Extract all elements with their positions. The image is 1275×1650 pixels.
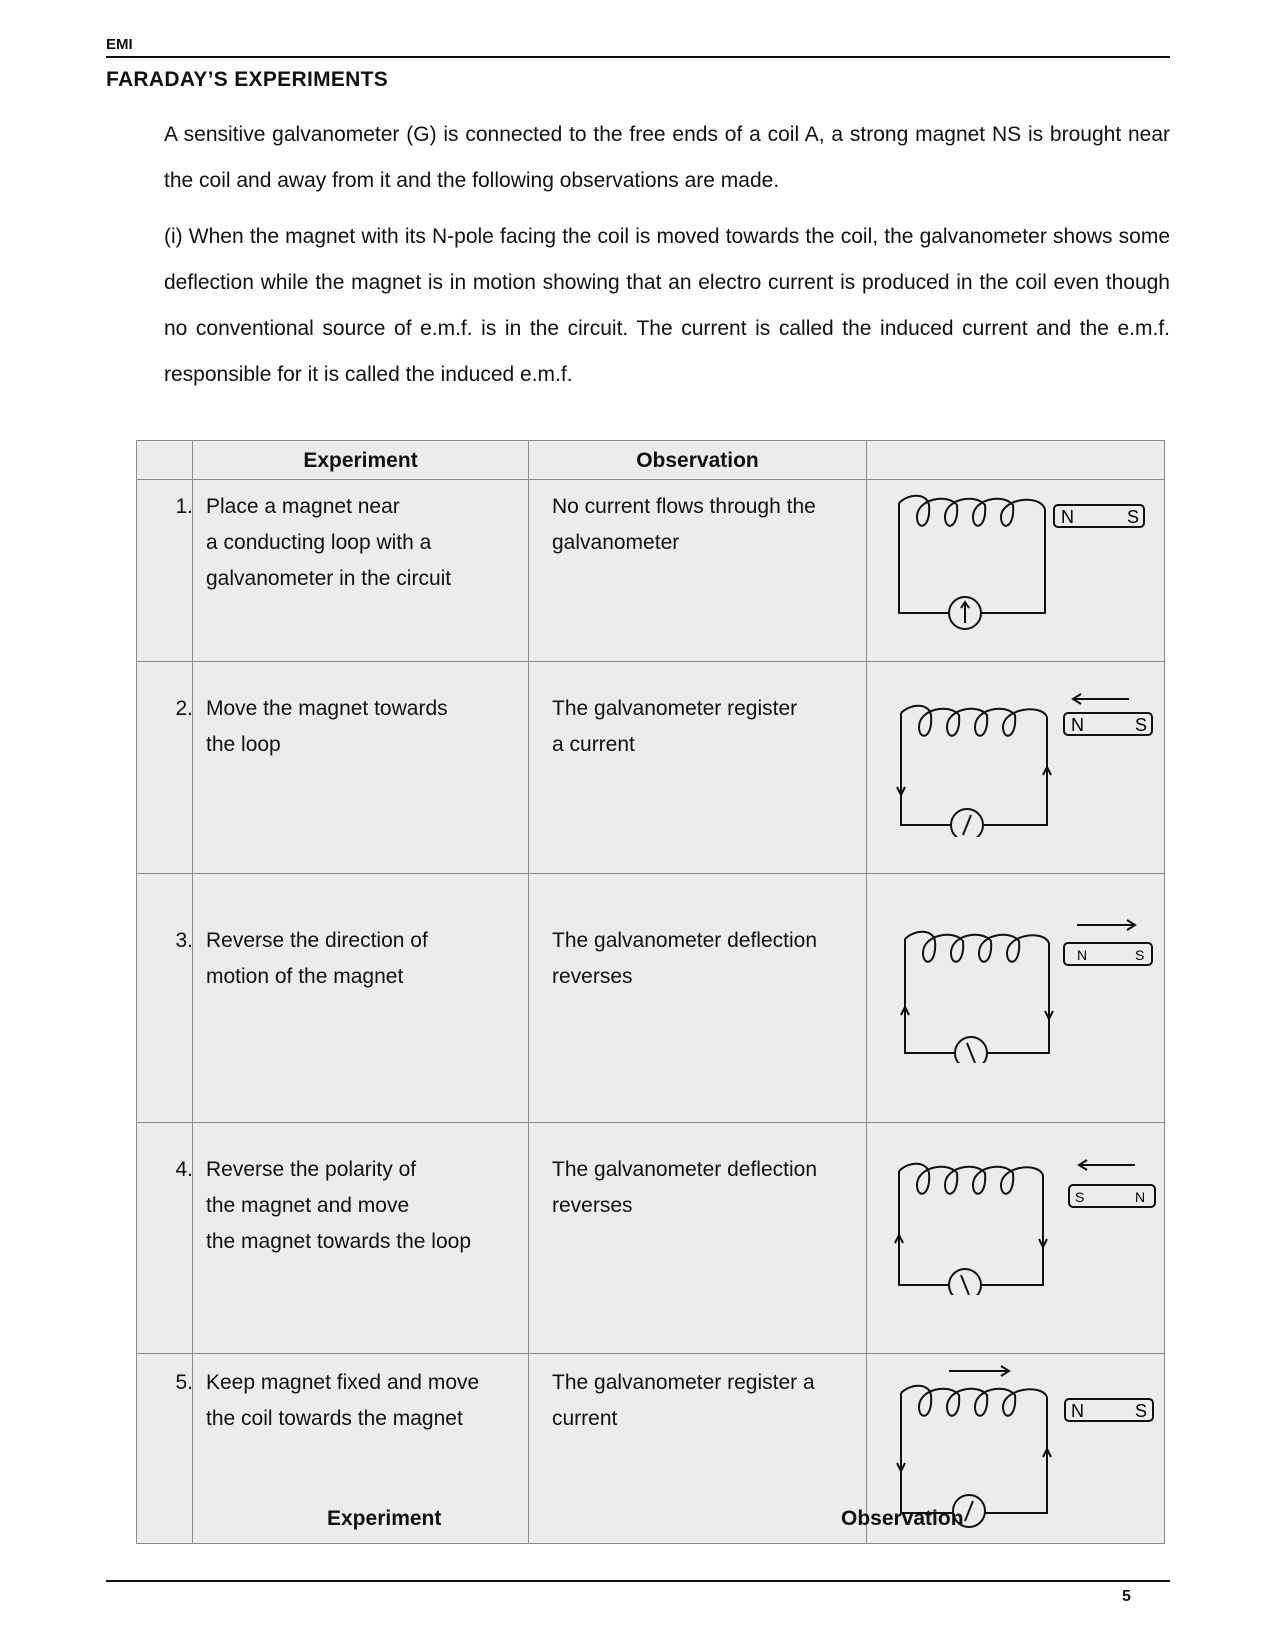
observation-text: The galvanometer deflection reverses (552, 929, 817, 988)
experiment-text: Place a magnet near a conducting loop with a galvanometer in the circuit (206, 495, 452, 590)
magnet-pole-right: S (1135, 947, 1145, 963)
loop-wire (905, 939, 955, 1053)
circuit-diagram (869, 491, 1164, 631)
row-number: 1. (175, 495, 193, 518)
loop-wire (899, 503, 949, 613)
row-number: 3. (175, 929, 193, 952)
magnet-pole-left: N (1077, 947, 1088, 963)
experiment-text: Move the magnet towards the loop (206, 697, 448, 756)
footer-rule (106, 1580, 1170, 1582)
magnet-pole-right: S (1127, 507, 1140, 527)
observation-text: No current flows through the galvanometer (552, 495, 816, 554)
circuit-diagram (869, 1135, 1164, 1295)
coil-icon (901, 1386, 1047, 1416)
galvanometer-icon (955, 1037, 987, 1063)
magnet-pole-left: N (1071, 715, 1084, 735)
observation-header: Observation (636, 449, 759, 472)
coil-icon (899, 496, 1045, 526)
magnet-pole-left: N (1061, 507, 1074, 527)
footer-experiment-label: Experiment (327, 1507, 442, 1530)
row-divider (137, 873, 1164, 874)
loop-wire (987, 943, 1049, 1053)
experiment-text: Reverse the direction of motion of the magnet (206, 929, 428, 988)
magnet-pole-left: S (1075, 1189, 1085, 1205)
experiments-table (136, 440, 1165, 1544)
loop-wire (901, 1393, 953, 1513)
coil-icon (905, 932, 1049, 962)
row-number: 5. (175, 1371, 193, 1394)
header-rule (106, 56, 1170, 58)
circuit-diagram (869, 903, 1164, 1063)
loop-wire (981, 1175, 1043, 1285)
running-header: EMI (106, 36, 133, 53)
magnet-pole-left: N (1071, 1401, 1084, 1421)
galvanometer-icon (949, 1269, 981, 1295)
section-title: FARADAY’S EXPERIMENTS (106, 68, 389, 91)
intro-paragraph-2: (i) When the magnet with its N-pole facing the coil is moved towards the coil, the galvanometer shows some deflection while the magnet is in motion showing that an electro current is produced in the coil even though no conventional source of e.m.f. is in the circuit. The current is called the induced current and the e.m.f. responsible for it is called the induced e.m.f. (164, 225, 1170, 386)
loop-wire (983, 717, 1047, 825)
observation-text: The galvanometer deflection reverses (552, 1158, 817, 1217)
coil-icon (899, 1164, 1043, 1194)
page-number: 5 (1122, 1588, 1131, 1605)
coil-icon (901, 706, 1047, 736)
circuit-diagram (869, 677, 1164, 837)
observation-text: The galvanometer register a current (552, 697, 798, 756)
loop-wire (901, 713, 951, 825)
observation-text: The galvanometer register a current (552, 1371, 815, 1430)
loop-wire (981, 509, 1045, 613)
row-number: 2. (175, 697, 193, 720)
loop-wire (985, 1397, 1047, 1513)
col-divider (528, 441, 529, 1543)
row-divider (137, 1122, 1164, 1123)
footer-observation-label: Observation (841, 1507, 964, 1530)
magnet-pole-right: S (1135, 715, 1148, 735)
row-number: 4. (175, 1158, 193, 1181)
experiment-header: Experiment (303, 449, 418, 472)
magnet-pole-right: N (1135, 1189, 1146, 1205)
intro-paragraph-1: A sensitive galvanometer (G) is connected to the free ends of a coil A, a strong magnet NS is brought near the coil and away from it and the following observations are made. (164, 123, 1170, 192)
experiment-text: Keep magnet fixed and move the coil towards the magnet (206, 1371, 480, 1430)
col-divider (866, 441, 867, 1543)
experiment-text: Reverse the polarity of the magnet and move the magnet towards the loop (206, 1158, 472, 1253)
row-divider (137, 661, 1164, 662)
magnet-pole-right: S (1135, 1401, 1148, 1421)
loop-wire (899, 1171, 949, 1285)
row-divider (137, 479, 1164, 480)
row-divider (137, 1353, 1164, 1354)
